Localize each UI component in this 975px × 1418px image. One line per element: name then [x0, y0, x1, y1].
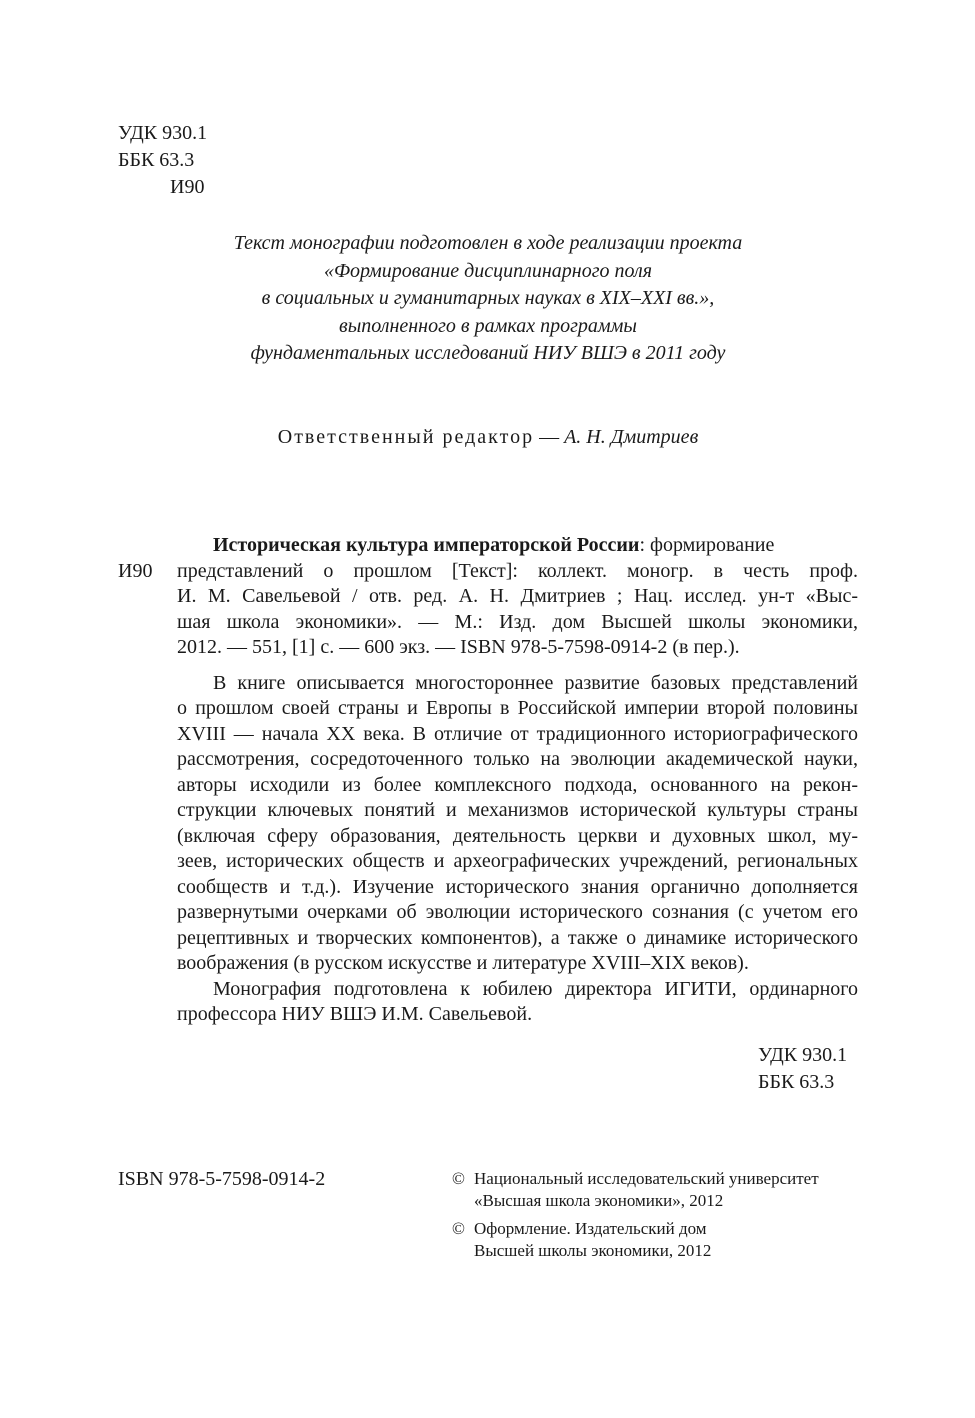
bib-line [177, 533, 858, 559]
author-mark: И90 [170, 176, 205, 198]
bib-description [177, 533, 858, 661]
bbk-code: ББК 63.3 [758, 1071, 835, 1093]
copyright-icon: © [452, 1169, 465, 1188]
editor-name: А. Н. Дмитриев [564, 426, 699, 448]
annotation-line: сообществ и т.д.). Изучение исторического знания органично дополняется [177, 875, 858, 898]
annotation-line: рассмотрения, сосредоточенного только на эволюции академической науки, [177, 748, 858, 770]
udk-code: УДК 930.1 [758, 1044, 848, 1066]
annotation-line: рецептивных и творческих компонентов), а также о динамике исторического [177, 926, 858, 949]
grant-note-line: фундаментальных исследований НИУ ВШЭ в 2011 году [250, 342, 726, 364]
grant-note-line: «Формирование дисциплинарного поля [323, 259, 653, 282]
copyright-icon: © [452, 1219, 465, 1238]
grant-note-line: в социальных и гуманитарных науках в XIX–XXI вв.», [261, 287, 715, 309]
bibliographic-record [118, 533, 858, 1028]
copyright-notice [452, 1168, 819, 1212]
annotation-line: (включая сферу образования, деятельность церкви и духовных школ, му- [177, 824, 858, 847]
annotation-line: Монография подготовлена к юбилею директора ИГИТИ, ординарного [213, 977, 858, 1000]
annotation-line: струкции ключевых понятий и механизмов исторической культуры страны [177, 799, 858, 821]
bib-line: шая школа экономики». — М.: Изд. дом Высшей школы экономики, [177, 610, 858, 633]
editor-dash: — [534, 426, 565, 448]
annotation-line: авторы исходили из более комплексного подхода, основанного на рекон- [177, 773, 858, 796]
annotation-line: о прошлом своей страны и Европы в Российской империи второй половины [177, 697, 858, 719]
copyright-text [474, 1168, 819, 1212]
responsible-editor [118, 424, 858, 450]
copyright-line: «Высшая школа экономики», 2012 [474, 1191, 724, 1210]
copyright-text [474, 1218, 711, 1262]
udk-code: УДК 930.1 [118, 122, 208, 144]
bbk-code: ББК 63.3 [118, 149, 195, 171]
bib-line: 2012. — 551, [1] с. — 600 экз. — ISBN 978-5-7598-0914-2 (в пер.). [177, 636, 740, 658]
classification-codes-bottom [758, 1042, 847, 1096]
annotation-line: XVIII — начала XX века. В отличие от традиционного историографического [177, 722, 858, 745]
copyright-notices [452, 1168, 819, 1268]
grant-note-line: выполненного в рамках программы [339, 314, 637, 337]
copyright-line: Оформление. Издательский дом [474, 1219, 707, 1238]
bib-line: И. М. Савельевой / отв. ред. А. Н. Дмитриев ; Нац. исслед. ун-т «Выс- [177, 585, 858, 607]
grant-note [118, 230, 858, 368]
grant-note-line: Текст монографии подготовлен в ходе реализации проекта [233, 232, 743, 254]
annotation-line: воображения (в русском искусстве и литературе XVIII–XIX веков). [177, 952, 749, 974]
annotation-line: развернутыми очерками об эволюции исторического сознания (с учетом его [177, 901, 858, 923]
classification-codes-top [118, 120, 207, 201]
editor-label: Ответственный редактор [277, 426, 535, 448]
annotation-line: профессора НИУ ВШЭ И.М. Савельевой. [177, 1003, 533, 1025]
book-title: Историческая культура императорской России [213, 534, 640, 556]
annotation-line: В книге описывается многостороннее развитие базовых представлений [213, 671, 858, 694]
copyright-notice [452, 1218, 819, 1262]
annotation [177, 671, 858, 1028]
copyright-line: Национальный исследовательский университет [474, 1169, 819, 1188]
book-subtitle: : формирование [639, 534, 775, 556]
isbn: ISBN 978-5-7598-0914-2 [118, 1168, 326, 1190]
bib-line: представлений о прошлом [Текст]: коллект. моногр. в честь проф. [177, 559, 858, 582]
annotation-line: зеев, исторических обществ и археографических учреждений, региональных [177, 850, 858, 872]
copyright-line: Высшей школы экономики, 2012 [474, 1241, 712, 1260]
bib-author-mark: И90 [118, 559, 153, 582]
